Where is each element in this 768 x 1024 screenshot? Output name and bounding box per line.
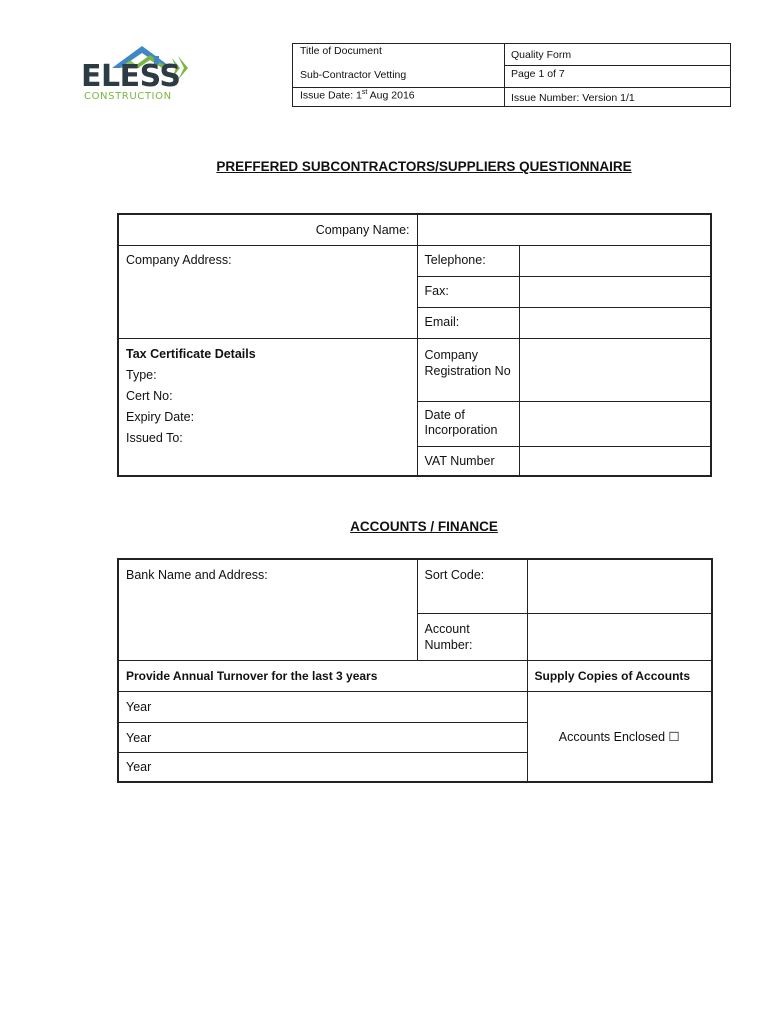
fax-field[interactable]	[519, 276, 711, 307]
turnover-year-row[interactable]: Year	[118, 752, 527, 782]
issue-number: Issue Number: Version 1/1	[511, 92, 635, 104]
company-address-label: Company Address:	[126, 252, 232, 267]
accounts-enclosed-checkbox[interactable]: Accounts Enclosed ☐	[527, 691, 712, 782]
expiry-date-label: Expiry Date:	[126, 409, 195, 424]
supply-copies-heading: Supply Copies of Accounts	[527, 660, 712, 691]
issue-date: Issue Date: 1st Aug 2016	[300, 89, 415, 102]
sort-code-label: Sort Code:	[417, 559, 527, 613]
page-number: Page 1 of 7	[511, 68, 565, 80]
company-registration-label: Company Registration No	[417, 338, 519, 401]
account-number-label: Account Number:	[417, 613, 527, 660]
company-address-field[interactable]	[118, 245, 417, 338]
logo-subtitle: CONSTRUCTION	[84, 91, 172, 102]
company-logo	[80, 40, 205, 104]
fax-label: Fax:	[417, 276, 519, 307]
vat-number-label: VAT Number	[417, 446, 519, 476]
date-of-incorporation-label: Date of Incorporation	[417, 401, 519, 446]
title-of-document-label: Title of Document	[300, 45, 382, 57]
telephone-field[interactable]	[519, 245, 711, 276]
company-details-table	[117, 213, 712, 477]
sort-code-field[interactable]	[527, 559, 712, 613]
accounts-finance-title: ACCOUNTS / FINANCE	[350, 519, 498, 534]
email-label: Email:	[417, 307, 519, 338]
company-registration-field[interactable]	[519, 338, 711, 401]
company-name-label: Company Name:	[118, 214, 417, 245]
company-name-field[interactable]	[417, 214, 711, 245]
turnover-year-row[interactable]: Year	[118, 722, 527, 752]
date-of-incorporation-field[interactable]	[519, 401, 711, 446]
bank-name-address-field[interactable]	[118, 559, 417, 660]
account-number-field[interactable]	[527, 613, 712, 660]
telephone-label: Telephone:	[417, 245, 519, 276]
form-type: Quality Form	[511, 49, 572, 61]
tax-certificate-heading: Tax Certificate Details	[126, 346, 256, 361]
logo-wordmark: ELESS	[81, 59, 181, 94]
cert-no-label: Cert No:	[126, 388, 173, 403]
accounts-finance-table	[117, 558, 713, 783]
document-header	[292, 43, 731, 107]
document-name: Sub-Contractor Vetting	[300, 69, 407, 81]
bank-name-address-label: Bank Name and Address:	[126, 568, 268, 582]
vat-number-field[interactable]	[519, 446, 711, 476]
email-field[interactable]	[519, 307, 711, 338]
issued-to-label: Issued To:	[126, 430, 183, 445]
turnover-year-row[interactable]: Year	[118, 691, 527, 722]
tax-certificate-section[interactable]	[118, 338, 417, 476]
annual-turnover-heading: Provide Annual Turnover for the last 3 years	[118, 660, 527, 691]
tax-type-label: Type:	[126, 367, 157, 382]
questionnaire-title: PREFFERED SUBCONTRACTORS/SUPPLIERS QUESTIONNAIRE	[216, 159, 632, 174]
